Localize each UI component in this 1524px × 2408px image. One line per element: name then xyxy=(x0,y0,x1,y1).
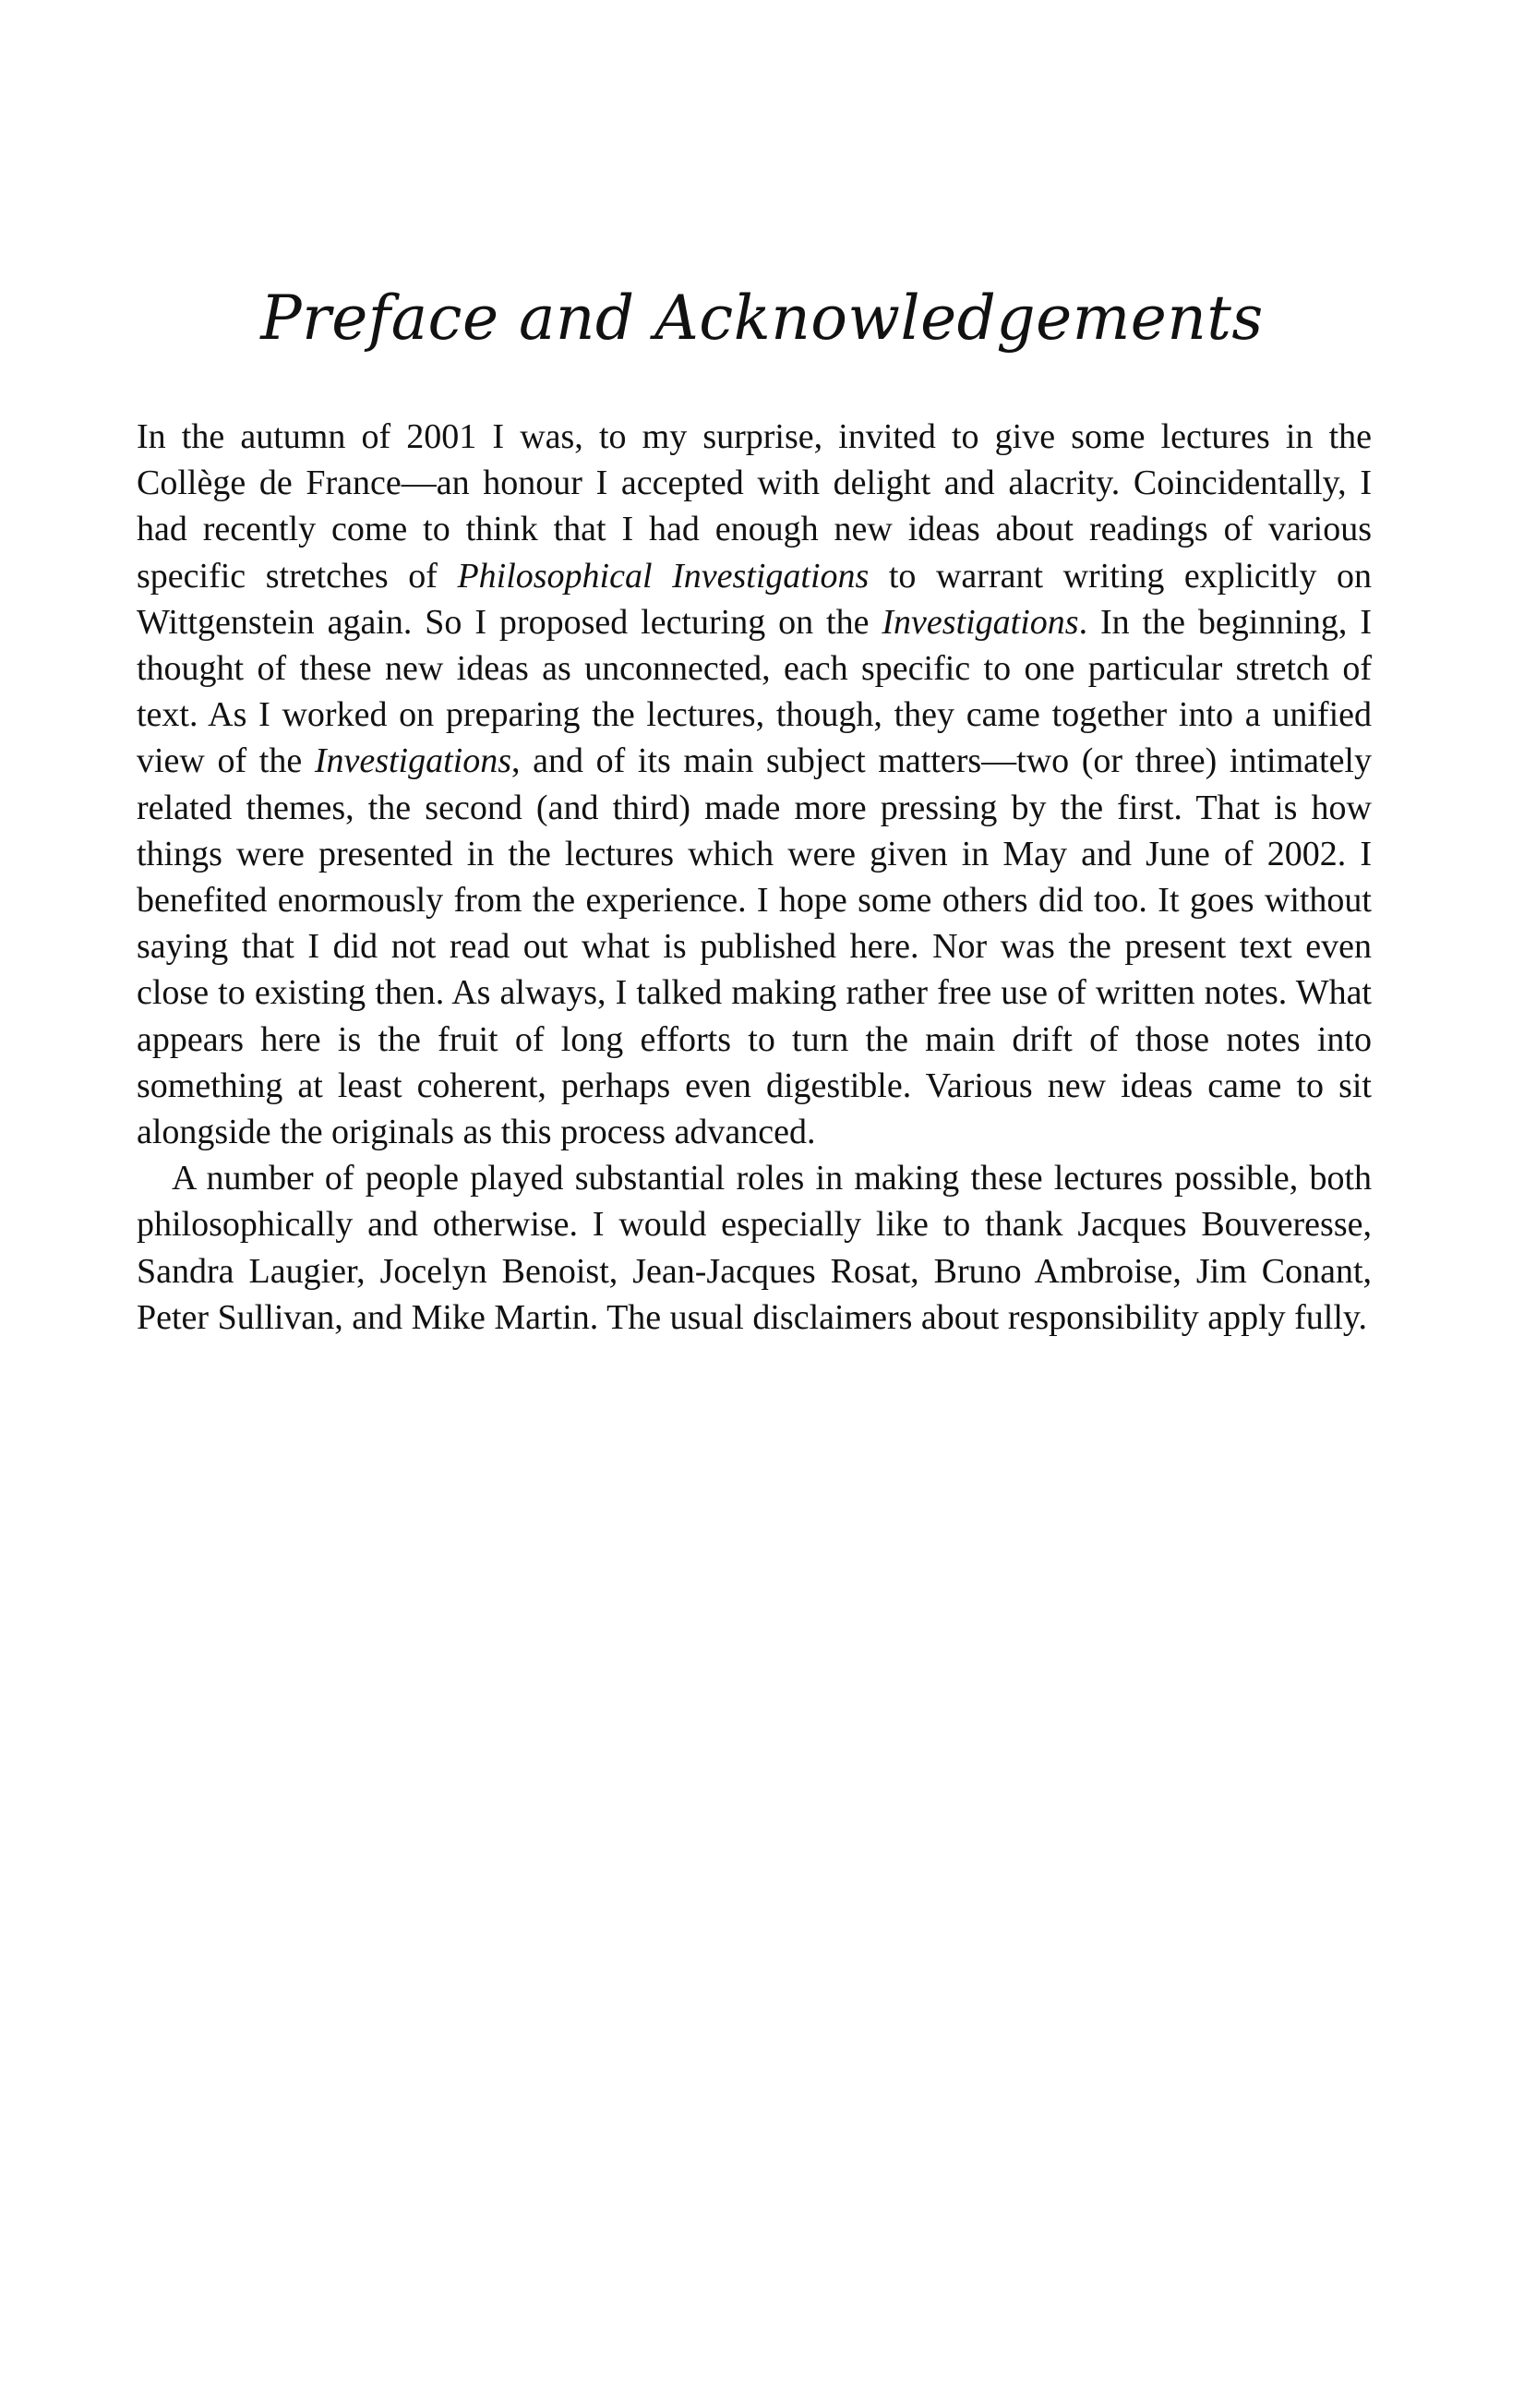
paragraph-2 xyxy=(137,1155,1372,1341)
text-segment: to warrant writing explicitly on Wittgenstein again. So I proposed lecturing on the xyxy=(137,556,1372,642)
text-segment: A number of people played substantial roles in making these lectures possible, both philosophically and otherwise. I would especially like to thank Jacques Bouveresse, Sandra Laugier, Jocelyn Benoist, Jean-Jacques Rosat, Bruno Ambroise, Jim Conant, Peter Sullivan, and Mike Martin. The usual disclaimers about responsibility apply fully. xyxy=(137,1159,1372,1337)
italic-title: Philosophical Investigations xyxy=(457,556,870,596)
italic-title: Investigations xyxy=(882,602,1079,642)
text-segment: . In the beginning, I thought of these new ideas as unconnected, each specific to one particular stretch of text. As I worked on preparing the lectures, though, they came together into a unified view of the xyxy=(137,602,1372,781)
italic-title: Investigations xyxy=(314,741,512,781)
text-segment: In the autumn of 2001 I was, to my surprise, invited to give some lectures in the Collège de France—an honour I accepted with delight and alacrity. Coincidentally, I had recently come to think that I had enough new ideas about readings of various specific stretches of xyxy=(137,417,1372,596)
paragraph-1 xyxy=(137,414,1372,1155)
page-title: Preface and Acknowledgements xyxy=(260,283,1264,354)
text-segment: , and of its main subject matters—two (or three) intimately related themes, the second (and third) made more pressing by the first. That is how things were presented in the lectures which were given in May and June of 2002. I benefited enormously from the experience. I hope some others did too. It goes without saying that I did not read out what is published here. Nor was the present text even close to existing then. As always, I talked making rather free use of written notes. What appears here is the fruit of long efforts to turn the main drift of those notes into something at least coherent, perhaps even digestible. Various new ideas came to sit alongside the originals as this process advanced. xyxy=(137,741,1372,1152)
body-text xyxy=(137,414,1372,1341)
